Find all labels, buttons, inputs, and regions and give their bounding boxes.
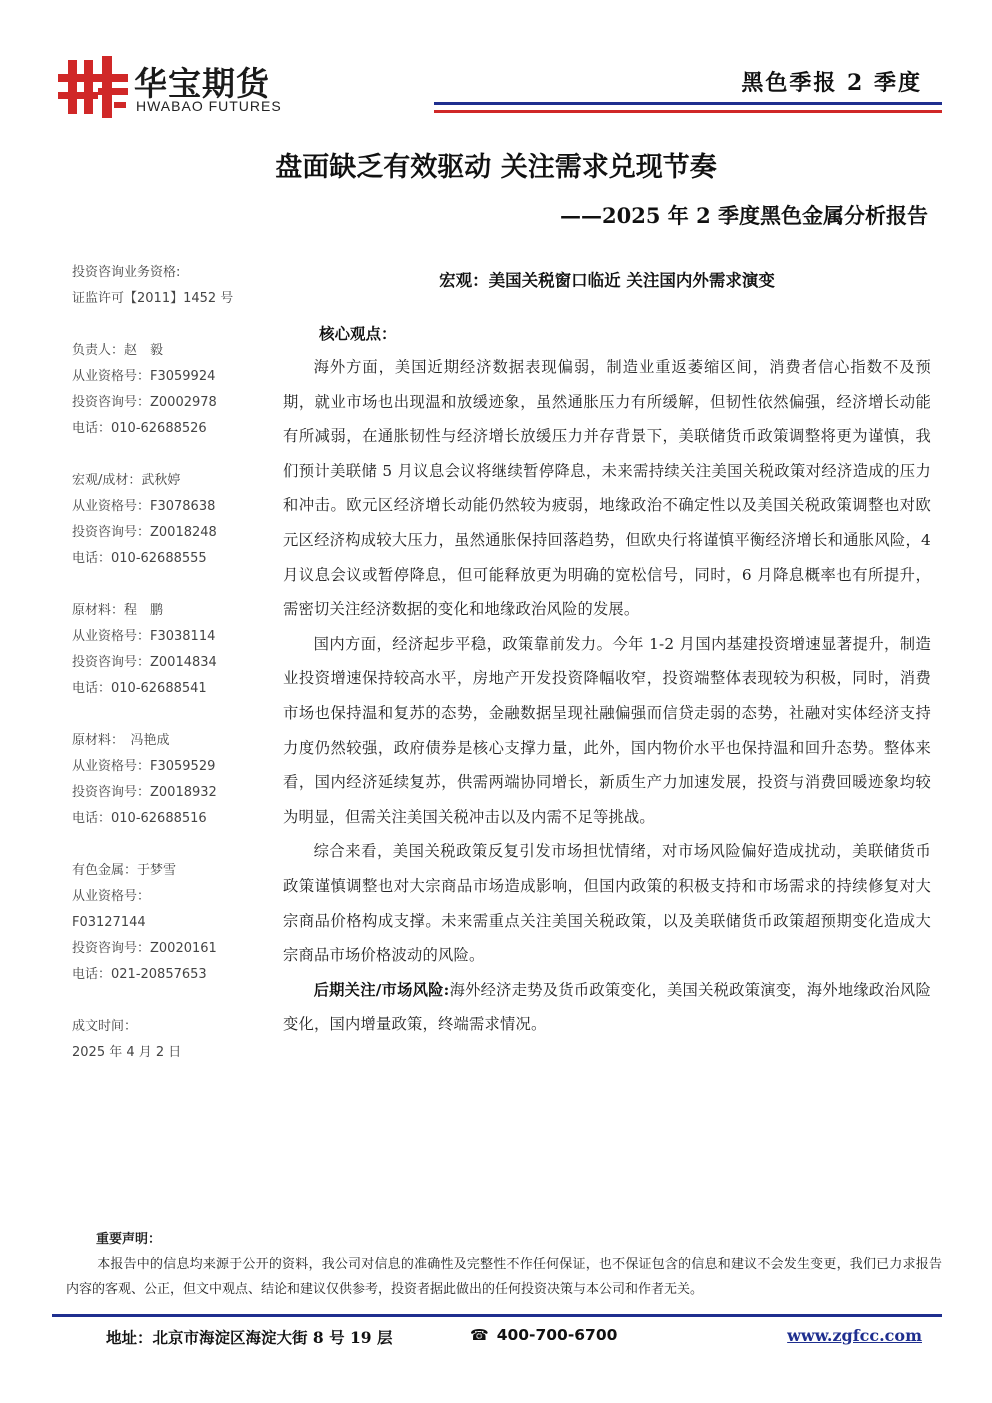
- qualification-value: 证监许可【2011】1452 号: [72, 291, 234, 306]
- logo-mark-icon: [58, 56, 128, 118]
- analyst-consult-number: 投资咨询号：Z0020161: [72, 941, 217, 956]
- footer-phone-number: 400-700-6700: [496, 1326, 618, 1344]
- date-label: 成文时间：: [72, 1019, 138, 1034]
- analyst-consult-number: 投资咨询号：Z0018248: [72, 525, 217, 540]
- analyst-name: 原材料： 冯艳成: [72, 733, 170, 748]
- header-divider-red: [434, 110, 942, 113]
- date-value: 2025 年 4 月 2 日: [72, 1045, 182, 1060]
- paragraph-overseas: 海外方面，美国近期经济数据表现偏弱，制造业重返萎缩区间，消费者信心指数不及预期，就业市场也出现温和放缓迹象，虽然通胀压力有所缓解，但韧性依然偏强，经济增长动能有所减弱，在通胀韧性与经济增长放缓压力并存背景下，美联储货币政策调整将更为谨慎，我们预计美联储 5 月议息会议将继续暂停降息，未来需持续关注美国关税政策对经济造成的压力和冲击。欧元区经济增长动能仍然较为疲弱，地缘政治不确定性以及美国关税政策调整也对欧元区经济构成较大压力，虽然通胀保持回落趋势，但欧央行将谨慎平衡经济增长和通胀风险，4 月议息会议或暂停降息，但可能释放更为明确的宽松信号，同时，6 月降息概率也有所提升，需密切关注经济数据的变化和地缘政治风险的发展。: [283, 358, 931, 619]
- footer-phone: [470, 1326, 617, 1344]
- footer-website-link[interactable]: www.zgfcc.com: [787, 1326, 922, 1345]
- disclaimer-text: 本报告中的信息均来源于公开的资料，我公司对信息的准确性及完整性不作任何保证，也不保证包含的信息和建议不会发生变更，我们已力求报告内容的客观、公正，但文中观点、结论和建议仅供参考，投资者据此做出的任何投资决策与本公司和作者无关。: [66, 1257, 942, 1297]
- report-body: [283, 266, 931, 1042]
- disclaimer: [66, 1228, 942, 1302]
- analyst-license: 从业资格号：F3038114: [72, 629, 216, 644]
- disclaimer-title: 重要声明：: [96, 1232, 162, 1247]
- paragraph-risk: [283, 973, 931, 1042]
- analyst-phone: 电话：021-20857653: [72, 967, 207, 982]
- page-title: 盘面缺乏有效驱动 关注需求兑现节奏: [275, 152, 717, 183]
- analyst-block: [72, 728, 262, 832]
- analyst-license-number: F03127144: [72, 915, 146, 930]
- paragraph-summary: 综合来看，美国关税政策反复引发市场担忧情绪，对市场风险偏好造成扰动，美联储货币政策谨慎调整也对大宗商品市场造成影响，但国内政策的积极支持和市场需求的持续修复对大宗商品价格构成支撑。未来需重点关注美国关税政策，以及美联储货币政策超预期变化造成大宗商品市场价格波动的风险。: [283, 842, 931, 965]
- core-view-heading: 核心观点：: [319, 324, 397, 343]
- analyst-consult-number: 投资咨询号：Z0018932: [72, 785, 217, 800]
- analyst-phone: 电话：010-62688541: [72, 681, 207, 696]
- footer-divider: [52, 1314, 942, 1317]
- logo-chinese-name: 华宝期货: [134, 64, 270, 103]
- paragraph-domestic: 国内方面，经济起步平稳，政策靠前发力。今年 1-2 月国内基建投资增速显著提升，制造业投资增速保持较高水平，房地产开发投资降幅收窄，投资端整体表现较为积极，同时，消费市场也保持温和复苏的态势，金融数据呈现社融偏强而信贷走弱的态势，社融对实体经济支持力度仍然较强，政府债券是核心支撑力量，此外，国内物价水平也保持温和回升态势。整体来看，国内经济延续复苏，供需两端协同增长，新质生产力加速发展，投资与消费回暖迹象均较为明显，但需关注美国关税冲击以及内需不足等挑战。: [283, 634, 931, 826]
- analyst-block: [72, 858, 262, 988]
- analyst-phone: 电话：010-62688555: [72, 551, 207, 566]
- analyst-license: 从业资格号：F3059924: [72, 369, 216, 384]
- analyst-license: 从业资格号：: [72, 889, 151, 904]
- analyst-name: 宏观/成材：武秋婷: [72, 473, 181, 488]
- analyst-phone: 电话：010-62688526: [72, 421, 207, 436]
- analyst-name: 有色金属：于梦雪: [72, 863, 177, 878]
- analyst-sidebar: [72, 260, 262, 1066]
- footer-address: 地址：北京市海淀区海淀大街 8 号 19 层: [106, 1328, 393, 1347]
- logo-english-name: HWABAO FUTURES: [136, 98, 282, 114]
- analyst-block: [72, 338, 262, 442]
- analyst-name: 原材料：程 鹏: [72, 603, 164, 618]
- report-type-tag: 黑色季报 2 季度: [741, 70, 922, 96]
- analyst-license: 从业资格号：F3059529: [72, 759, 216, 774]
- analyst-name: 负责人：赵 毅: [72, 343, 164, 358]
- risk-text: 海外经济走势及货币政策变化，美国关税政策演变，海外地缘政治风险变化，国内增量政策，终端需求情况。: [283, 980, 932, 1034]
- header-divider-blue: [434, 102, 942, 105]
- phone-icon: ☎: [470, 1326, 489, 1344]
- page-subtitle: ——2025 年 2 季度黑色金属分析报告: [560, 203, 928, 228]
- analyst-consult-number: 投资咨询号：Z0002978: [72, 395, 217, 410]
- analyst-block: [72, 468, 262, 572]
- company-logo: [58, 56, 308, 118]
- section-heading: 宏观：美国关税窗口临近 关注国内外需求演变: [439, 271, 775, 290]
- qualification-label: 投资咨询业务资格:: [72, 265, 181, 280]
- analyst-block: [72, 598, 262, 702]
- risk-label: 后期关注/市场风险:: [313, 980, 450, 999]
- analyst-phone: 电话：010-62688516: [72, 811, 207, 826]
- analyst-consult-number: 投资咨询号：Z0014834: [72, 655, 217, 670]
- analyst-license: 从业资格号：F3078638: [72, 499, 216, 514]
